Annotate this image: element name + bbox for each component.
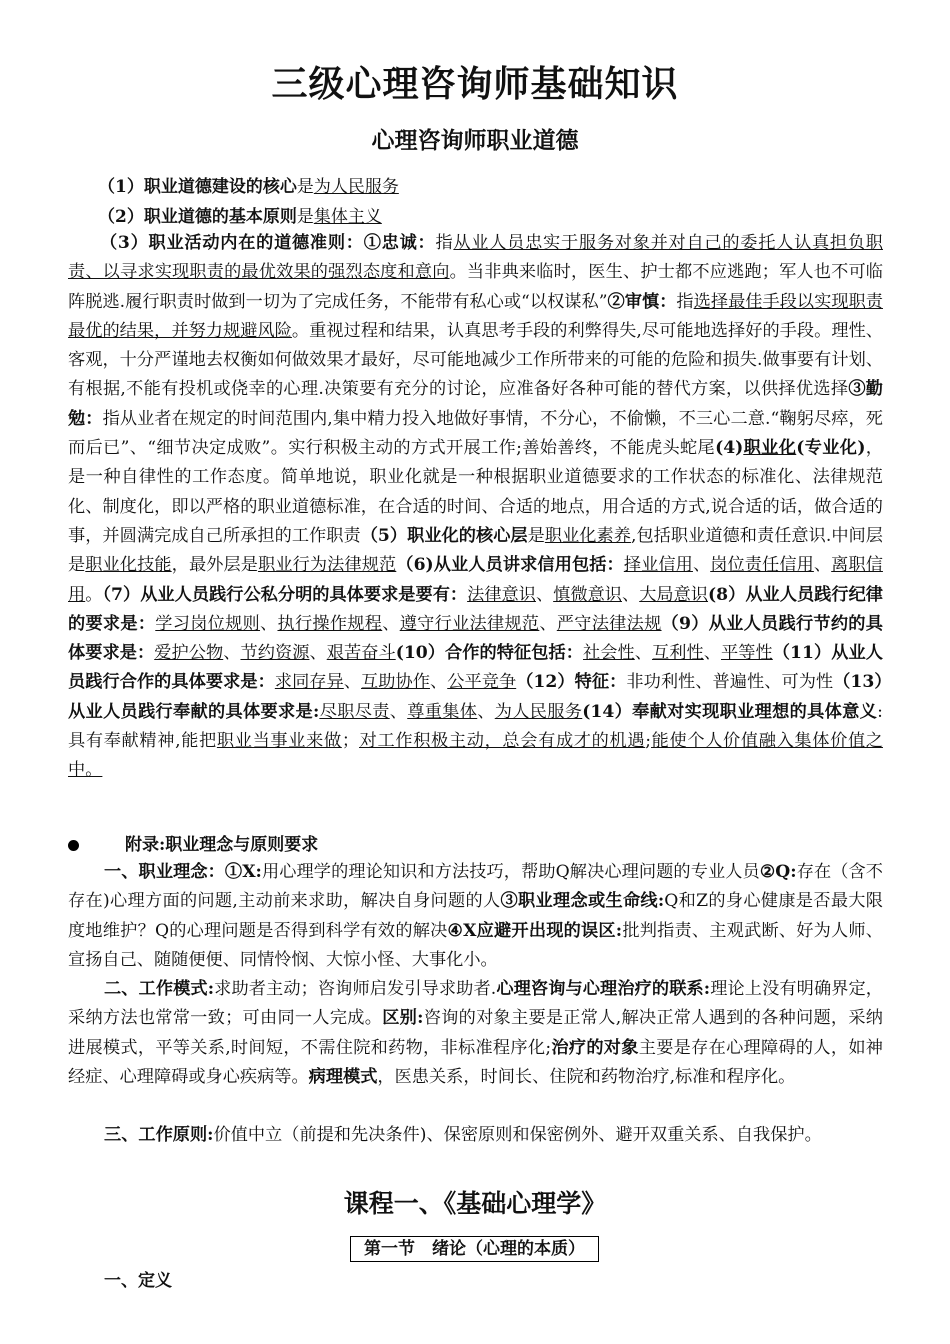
ethics-paragraph: [68, 229, 883, 786]
p3-a32: 慎微意识: [553, 584, 622, 605]
p3-a19: 职业化技能: [85, 555, 172, 576]
p3-a51: 、: [634, 643, 653, 664]
p3-a33: 、: [621, 584, 640, 605]
p3-a75: 能使个人价值融入集体价值之中。: [68, 731, 883, 781]
concept-b6: ③职业理念或生命线:: [500, 891, 665, 912]
p3-a53: 、: [703, 643, 722, 664]
course-title: 课程一、《基础心理学》: [343, 1189, 607, 1218]
bullet-icon: [68, 840, 79, 851]
concept-b8: ④X应避开出现的误区:: [447, 920, 623, 941]
p3-a50: 社会性: [583, 643, 635, 664]
mode-c2: 求助者主动；咨询师启发引导求助者.: [214, 979, 497, 999]
p3-a22: （6)从业人员讲求信用包括：: [396, 555, 624, 576]
p3-a40: 遵守行业法律规范: [399, 613, 540, 634]
item-2-label: （2）职业道德的基本原则: [98, 207, 297, 227]
p3-a34: 大局意识: [639, 584, 709, 605]
principle-d1: 三、工作原则:: [104, 1125, 214, 1145]
p3-a23: 择业信用: [623, 555, 693, 576]
p3-a16: 是: [527, 525, 545, 546]
p3-a42: 严守法律法规: [556, 613, 662, 634]
p3-a41: 、: [539, 613, 557, 634]
item-1-label: （1）职业道德建设的核心: [98, 177, 297, 197]
p3-a43: （9）从业人员践行节约的具体要求是：: [68, 613, 883, 664]
mode-c5: 区别:: [382, 1008, 424, 1029]
p3-a55: （11）从业人员践行合作的具体要求是：: [68, 643, 883, 693]
p3-a49: (10）合作的特征包括：: [395, 643, 584, 664]
p3-a48: 艰苦奋斗: [326, 643, 396, 664]
p3-a5: ②审慎：: [607, 291, 677, 312]
appendix-heading: [68, 830, 318, 855]
item-1-answer: 为人民服务: [313, 177, 399, 197]
p3-a12: 职业化: [743, 438, 797, 459]
p3-a45: 、: [223, 643, 241, 664]
item-1: [98, 172, 399, 197]
mode-paragraph: [68, 975, 883, 1092]
p3-a17: 职业化素养: [544, 525, 631, 546]
p3-a21: 职业行为法律规范: [258, 555, 397, 576]
p3-a30: 法律意识: [467, 584, 536, 605]
concept-b3: 用心理学的理论知识和方法技巧，帮助Q解决心理问题的专业人员: [261, 862, 760, 882]
p3-a25: 岗位责任信用: [710, 555, 814, 576]
p3-a59: 、: [429, 672, 448, 693]
p3-a44: 爱护公物: [154, 643, 224, 664]
p3-a1: （3）职业活动内在的道德准则：①忠诚：: [100, 233, 436, 253]
definition-heading: 一、定义: [104, 1271, 172, 1291]
p3-a26: 、: [813, 555, 832, 576]
mode-c6: 咨询的对象主要是正常人,解决正常人遇到的各种问题，采纳进展模式，平等关系,时间短，不需住院和药物，非标准程序化;: [68, 1008, 883, 1058]
concept-b4: ②Q:: [759, 862, 797, 882]
p3-a39: 、: [382, 613, 400, 634]
p3-a28: 。: [85, 584, 103, 605]
p3-a67: 、: [477, 701, 495, 722]
p3-a62: 非功利性、普遍性、可为性: [626, 672, 834, 693]
item-2-mid: 是: [296, 207, 314, 227]
p3-a54: 平等性: [721, 643, 773, 664]
p3-a18: ,包括职业道德和责任意识.中间层是: [68, 525, 883, 576]
p3-a57: 、: [343, 672, 362, 693]
section-subtitle: 心理咨询师职业道德: [371, 127, 579, 154]
p3-a29: （7）从业人员践行公私分明的具体要求是要有：: [102, 584, 468, 605]
p3-a47: 、: [309, 643, 327, 664]
p3-a74: ;: [645, 731, 651, 752]
p3-a69: (14）奉献对实现职业理想的具体意义: [582, 701, 878, 722]
page-title: 三级心理咨询师基础知识: [271, 63, 679, 105]
p3-a20: ，最外层是: [171, 555, 259, 576]
concept-b1: 一、职业理念：: [104, 862, 225, 882]
p3-a10: 指从业者在规定的时间范围内,集中精力投入地做好事情，不分心，不偷懒，不三心二意.“鞠躬尽瘁，死而后已”、“细节决定成败”。实行积极主动的方式开展工作;善始善终，不能虎头蛇尾: [68, 408, 883, 459]
p3-a65: 、: [389, 701, 408, 722]
p3-a68: 为人民服务: [494, 701, 583, 722]
item-2-answer: 集体主义: [313, 207, 382, 227]
p3-a14: ，是一种自律性的工作态度。简单地说，职业化就是一种根据职业道德要求的工作状态的标准化、法律规范化、制度化，即以严格的职业道德标准，在合适的时间、合适的地点，用合适的方式,说合适的话，做合适的事，并圆满完成自己所承担的工作职责: [68, 438, 883, 546]
mode-c3: 心理咨询与心理治疗的联系:: [496, 979, 711, 999]
mode-c7: 治疗的对象: [551, 1037, 639, 1058]
concept-b5: 存在（含不存在)心理方面的问题,主动前来求助，解决自身问题的人: [68, 862, 883, 912]
p3-a3: 从业人员忠实于服务对象并对自己的委托人认真担负职责、以寻求实现职责的最优效果的强烈态度和意向: [68, 233, 883, 283]
principle-d2: 价值中立（前提和先决条件)、保密原则和保密例外、避开双重关系、自我保护。: [213, 1125, 822, 1145]
p3-a70: :具有奉献精神,能把: [68, 701, 883, 752]
p3-a58: 互助协作: [361, 672, 430, 693]
mode-c10: ，医患关系，时间长、住院和药物治疗,标准和程序化。: [377, 1066, 796, 1087]
mode-c8: 主要是存在心理障碍的人，如神经症、心理障碍或身心疾病等。: [68, 1037, 883, 1087]
p3-a31: 、: [535, 584, 554, 605]
p3-a60: 公平竞争: [447, 672, 517, 693]
p3-a6: 指: [676, 291, 694, 312]
item-1-mid: 是: [296, 177, 314, 197]
p3-a15: （5）职业化的核心层: [360, 525, 528, 546]
p3-a73: 对工作积极主动，总会有成才的机遇: [359, 731, 646, 752]
p3-a46: 节约资源: [240, 643, 310, 664]
p3-a61: （12）特征：: [516, 672, 627, 693]
p3-a37: 、: [260, 613, 278, 634]
p3-a38: 执行操作规程: [277, 613, 383, 634]
p3-a64: 尽职尽责: [319, 701, 390, 722]
section-heading-box: 第一节 绪论（心理的本质）: [350, 1236, 599, 1262]
p3-a56: 求同存异: [274, 672, 344, 693]
p3-a13: (专业化): [796, 438, 866, 459]
mode-c9: 病理模式: [308, 1066, 378, 1087]
p3-a24: 、: [692, 555, 711, 576]
p3-a36: 学习岗位规则: [155, 613, 261, 634]
p3-a7: 选择最佳手段以实现职责最优的结果，并努力规避风险: [68, 291, 883, 341]
p3-a27: 离职信用: [68, 555, 883, 605]
item-2: [98, 202, 382, 227]
p3-a71: 职业当事业来做: [216, 731, 342, 752]
p3-a66: 尊重集体: [407, 701, 478, 722]
p3-a2: 指: [435, 233, 454, 253]
appendix-label: 附录:职业理念与原则要求: [125, 835, 319, 855]
p3-a35: (8）从业人员践行纪律的要求是：: [68, 584, 883, 634]
p3-a4: 。当非典来临时，医生、护士都不应逃跑；军人也不可临阵脱逃.履行职责时做到一切为了完成任务，不能带有私心或“以权谋私”: [68, 262, 883, 312]
concept-b2: ①X:: [224, 862, 262, 882]
p3-a9: ③勤勉：: [68, 379, 883, 429]
concept-b7: Q和Z的身心健康是否最大限度地维护？Q的心理问题是否得到科学有效的解决: [68, 891, 883, 941]
p3-a52: 互利性: [652, 643, 704, 664]
concept-paragraph: [68, 858, 883, 975]
p3-a72: ；: [341, 731, 360, 752]
mode-c1: 二、工作模式:: [104, 979, 215, 999]
p3-a63: （13）从业人员践行奉献的具体要求是:: [68, 672, 883, 722]
p3-a11: (4): [715, 438, 744, 459]
p3-a8: 。重视过程和结果，认真思考手段的利弊得失,尽可能地选择好的手段。理性、客观，十分严谨地去权衡如何做效果才最好，尽可能地减少工作所带来的可能的危险和损失.做事要有计划、有根据,不能有投机或侥幸的心理.决策要有充分的讨论，应准备好各种可能的替代方案，以供择优选择: [68, 320, 883, 400]
mode-c4: 理论上没有明确界定，采纳方法也常常一致；可由同一人完成。: [68, 979, 883, 1029]
concept-b9: 批判指责、主观武断、好为人师、宣扬自己、随随便便、同情怜悯、大惊小怪、大事化小。: [68, 920, 883, 970]
principle-paragraph: [68, 1121, 883, 1150]
